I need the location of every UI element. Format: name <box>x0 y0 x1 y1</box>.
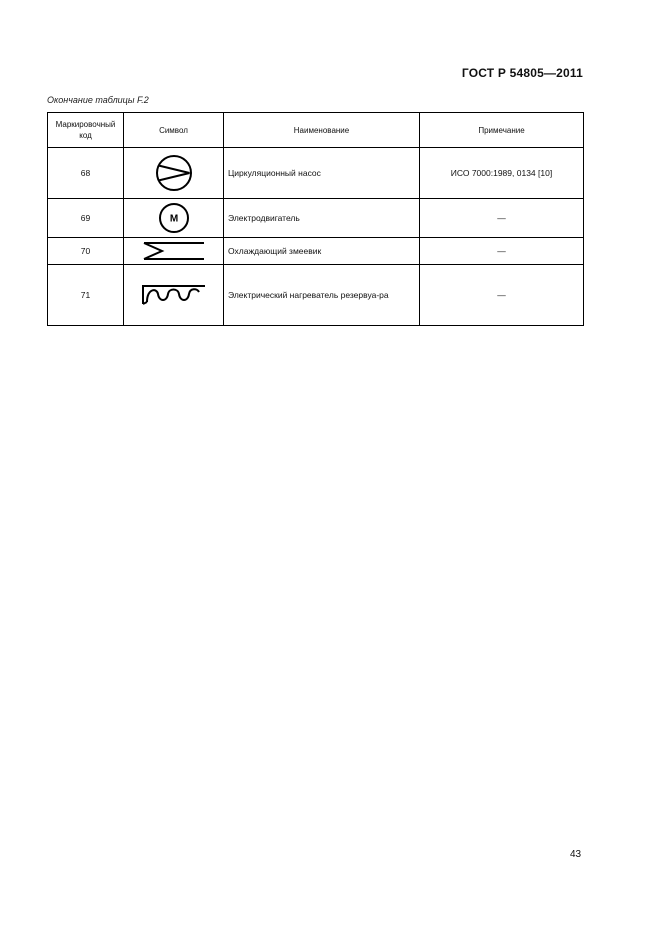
symbol-note: — <box>420 238 584 265</box>
table-header-row <box>48 113 584 148</box>
symbol-cell <box>124 148 224 199</box>
marking-code: 71 <box>48 265 124 326</box>
marking-code: 68 <box>48 148 124 199</box>
page-number: 43 <box>570 849 582 860</box>
document-standard-header: ГОСТ Р 54805—2011 <box>461 66 583 80</box>
symbol-cell <box>124 265 224 326</box>
symbol-name: Циркуляционный насос <box>224 148 420 199</box>
column-header-name: Наименование <box>224 113 420 148</box>
motor-label: M <box>169 213 178 225</box>
marking-code: 70 <box>48 238 124 265</box>
column-header-note: Примечание <box>420 113 584 148</box>
table-row <box>48 238 584 265</box>
column-header-symbol: Символ <box>124 113 224 148</box>
symbol-name: Электрический нагреватель резервуа-ра <box>224 265 420 326</box>
table-caption: Окончание таблицы F.2 <box>47 95 149 105</box>
table-row <box>48 265 584 326</box>
symbols-table <box>47 112 584 326</box>
cooling-coil-icon <box>142 240 206 262</box>
column-header-code: Маркировочный код <box>48 113 124 148</box>
electric-motor-icon <box>157 201 191 235</box>
symbol-name: Охлаждающий змеевик <box>224 238 420 265</box>
table-row <box>48 148 584 199</box>
symbol-note: ИСО 7000:1989, 0134 [10] <box>420 148 584 199</box>
marking-code: 69 <box>48 199 124 238</box>
symbol-note: — <box>420 199 584 238</box>
table-row <box>48 199 584 238</box>
symbol-cell <box>124 238 224 265</box>
circulation-pump-icon <box>154 151 194 195</box>
symbol-cell <box>124 199 224 238</box>
symbol-name: Электродвигатель <box>224 199 420 238</box>
reservoir-heater-icon <box>141 280 207 310</box>
symbol-note: — <box>420 265 584 326</box>
